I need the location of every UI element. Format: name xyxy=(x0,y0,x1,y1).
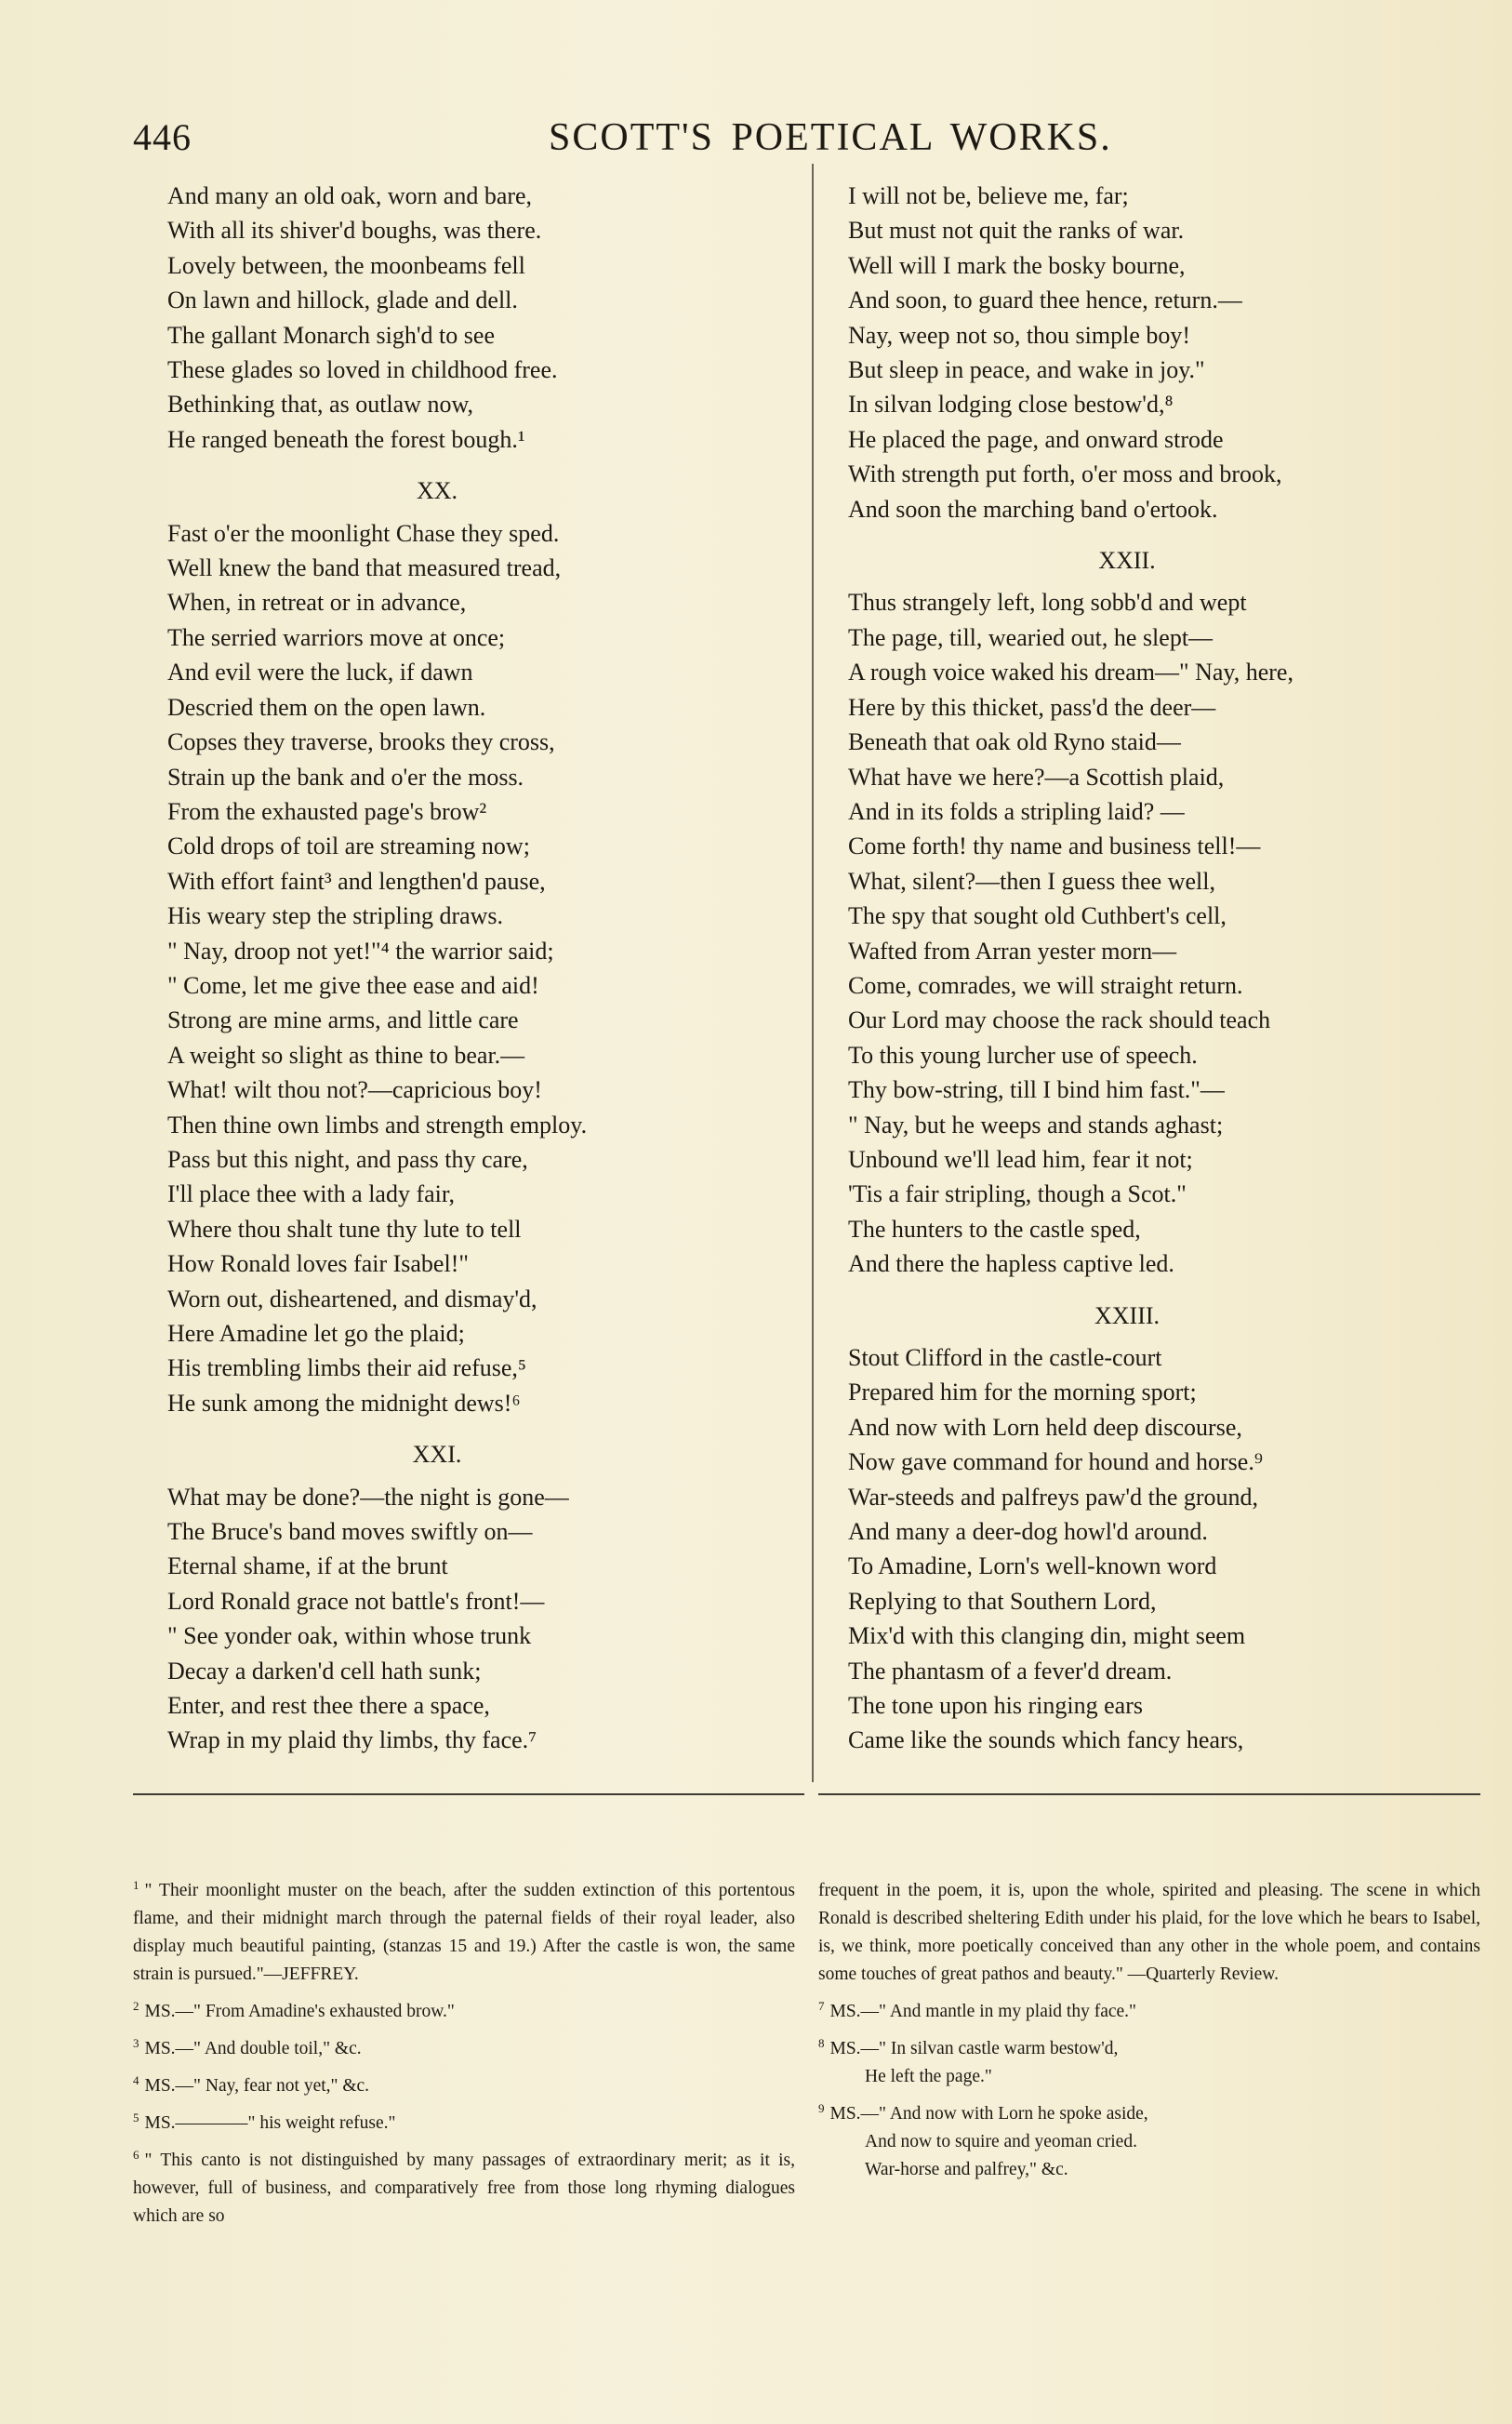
footnotes-right xyxy=(818,1877,1480,2193)
verse-line: Bethinking that, as outlaw now, xyxy=(167,391,474,419)
verse-line: What have we here?—a Scottish plaid, xyxy=(848,763,1225,791)
verse-line: The phantasm of a fever'd dream. xyxy=(848,1657,1173,1685)
verse-line: Descried them on the open lawn. xyxy=(167,693,486,721)
column-divider xyxy=(812,164,814,1782)
running-head: SCOTT'S POETICAL WORKS. xyxy=(549,116,1112,159)
verse-line: With strength put forth, o'er moss and brook, xyxy=(848,460,1282,488)
verse-line: Prepared him for the morning sport; xyxy=(848,1378,1197,1406)
verse-line: But must not quit the ranks of war. xyxy=(848,217,1185,245)
verse-line: To this young lurcher use of speech. xyxy=(848,1041,1198,1069)
verse-line: To Amadine, Lorn's well-known word xyxy=(848,1552,1217,1580)
verse-line: In silvan lodging close bestow'd,⁸ xyxy=(848,391,1174,419)
verse-line: Came like the sounds which fancy hears, xyxy=(848,1726,1244,1754)
footnote-rule-right xyxy=(818,1793,1480,1795)
footnote xyxy=(818,1877,1480,1989)
left-column xyxy=(167,179,800,1758)
verse-line: Well will I mark the bosky bourne, xyxy=(848,251,1186,279)
verse-line: " Come, let me give thee ease and aid! xyxy=(167,971,539,999)
verse-line: And in its folds a stripling laid? — xyxy=(848,797,1185,825)
verse-line: And soon the marching band o'ertook. xyxy=(848,495,1218,523)
verse-line: The page, till, wearied out, he slept— xyxy=(848,623,1214,651)
verse-line: Nay, weep not so, thou simple boy! xyxy=(848,321,1191,349)
verse-line: " Nay, but he weeps and stands aghast; xyxy=(848,1111,1224,1139)
footnote-text: MS.—" And mantle in my plaid thy face." xyxy=(829,2002,1137,2021)
verse-line: On lawn and hillock, glade and dell. xyxy=(167,286,518,314)
verse-line: Lovely between, the moonbeams fell xyxy=(167,251,525,279)
footnote-continuation: War-horse and palfrey," &c. xyxy=(865,2160,1068,2179)
footnote-text: " This canto is not distinguished by many passages of extraordinary merit; as it is, however, full of business, and comparatively free from those long rhyming dialogues which are so xyxy=(133,2151,795,2226)
verse-block-stanza-xx xyxy=(167,516,800,1421)
verse-line: He sunk among the midnight dews!⁶ xyxy=(167,1389,521,1417)
footnote xyxy=(818,2100,1480,2184)
footnote-text: MS.————" his weight refuse." xyxy=(144,2113,396,2133)
footnote-continuation: He left the page." xyxy=(865,2067,992,2086)
verse-line: With effort faint³ and lengthen'd pause, xyxy=(167,867,546,895)
footnote-number: 3 xyxy=(133,2035,139,2050)
footnote-text: MS.—" And double toil," &c. xyxy=(144,2039,362,2058)
verse-line: Stout Clifford in the castle-court xyxy=(848,1344,1162,1371)
footnote-number: 2 xyxy=(133,1998,139,2013)
verse-line: Thy bow-string, till I bind him fast."— xyxy=(848,1076,1225,1104)
verse-line: Wrap in my plaid thy limbs, thy face.⁷ xyxy=(167,1726,537,1754)
footnote xyxy=(133,2147,795,2231)
verse-line: The hunters to the castle sped, xyxy=(848,1215,1141,1243)
verse-line: Eternal shame, if at the brunt xyxy=(167,1552,448,1580)
verse-line: Fast o'er the moonlight Chase they sped. xyxy=(167,519,560,547)
verse-line: Where thou shalt tune thy lute to tell xyxy=(167,1215,522,1243)
verse-line: And there the hapless captive led. xyxy=(848,1250,1174,1278)
verse-line: Cold drops of toil are streaming now; xyxy=(167,832,530,860)
page-number: 446 xyxy=(133,116,192,158)
verse-line: Replying to that Southern Lord, xyxy=(848,1587,1157,1615)
verse-line: These glades so loved in childhood free. xyxy=(167,356,558,384)
verse-line: I will not be, believe me, far; xyxy=(848,182,1129,209)
stanza-heading-xxiii: XXIII. xyxy=(1094,1301,1161,1329)
verse-line: The spy that sought old Cuthbert's cell, xyxy=(848,902,1227,930)
verse-line: And many an old oak, worn and bare, xyxy=(167,182,533,209)
verse-line: What, silent?—then I guess thee well, xyxy=(848,867,1215,895)
verse-line: He placed the page, and onward strode xyxy=(848,425,1224,453)
verse-line: Unbound we'll lead him, fear it not; xyxy=(848,1145,1193,1173)
verse-line: And many a deer-dog howl'd around. xyxy=(848,1518,1208,1546)
footnote-number: 8 xyxy=(818,2035,825,2050)
verse-line: Pass but this night, and pass thy care, xyxy=(167,1145,528,1173)
footnote-text: MS.—" Nay, fear not yet," &c. xyxy=(144,2076,370,2096)
verse-line: And soon, to guard thee hence, return.— xyxy=(848,286,1242,314)
verse-line: From the exhausted page's brow² xyxy=(167,797,487,825)
footnote-number: 5 xyxy=(133,2110,139,2124)
footnote xyxy=(818,1998,1480,2026)
verse-line: When, in retreat or in advance, xyxy=(167,589,467,617)
verse-line: The gallant Monarch sigh'd to see xyxy=(167,321,495,349)
verse-line: Strain up the bank and o'er the moss. xyxy=(167,763,524,791)
verse-block-stanza-xxi xyxy=(167,1480,800,1758)
right-column xyxy=(848,179,1480,1758)
verse-line: War-steeds and palfreys paw'd the ground, xyxy=(848,1483,1259,1511)
verse-line: A weight so slight as thine to bear.— xyxy=(167,1041,525,1069)
footnote xyxy=(133,1998,795,2026)
footnote xyxy=(133,1877,795,1989)
verse-line: Then thine own limbs and strength employ. xyxy=(167,1111,588,1139)
verse-line: But sleep in peace, and wake in joy." xyxy=(848,356,1205,384)
verse-line: The Bruce's band moves swiftly on— xyxy=(167,1518,533,1546)
verse-line: His trembling limbs their aid refuse,⁵ xyxy=(167,1354,526,1382)
verse-line: Copses they traverse, brooks they cross, xyxy=(167,728,555,756)
footnote xyxy=(133,2110,795,2138)
stanza-heading-xx: XX. xyxy=(416,477,458,505)
verse-line: 'Tis a fair stripling, though a Scot." xyxy=(848,1180,1187,1208)
verse-line: Now gave command for hound and horse.⁹ xyxy=(848,1448,1263,1476)
verse-line: Worn out, disheartened, and dismay'd, xyxy=(167,1285,537,1312)
verse-line: Thus strangely left, long sobb'd and wept xyxy=(848,589,1247,617)
stanza-heading-xxii: XXII. xyxy=(1098,547,1156,575)
verse-block-opening-left xyxy=(167,179,800,457)
verse-line: With all its shiver'd boughs, was there. xyxy=(167,217,542,245)
verse-line: And now with Lorn held deep discourse, xyxy=(848,1413,1242,1441)
footnote-number: 4 xyxy=(133,2072,139,2087)
verse-line: " Nay, droop not yet!"⁴ the warrior said; xyxy=(167,937,554,965)
verse-block-stanza-xxiii xyxy=(848,1340,1480,1758)
footnote xyxy=(133,2072,795,2100)
verse-line: What may be done?—the night is gone— xyxy=(167,1483,569,1511)
verse-line: What! wilt thou not?—capricious boy! xyxy=(167,1076,542,1104)
verse-line: " See yonder oak, within whose trunk xyxy=(167,1622,532,1650)
verse-line: His weary step the stripling draws. xyxy=(167,902,504,930)
verse-line: How Ronald loves fair Isabel!" xyxy=(167,1250,469,1278)
verse-line: The serried warriors move at once; xyxy=(167,623,506,651)
verse-line: And evil were the luck, if dawn xyxy=(167,659,473,686)
verse-line: Come, comrades, we will straight return. xyxy=(848,971,1243,999)
footnote-number: 7 xyxy=(818,1998,825,2013)
verse-line: I'll place thee with a lady fair, xyxy=(167,1180,456,1208)
footnote xyxy=(818,2035,1480,2091)
verse-line: Enter, and rest thee there a space, xyxy=(167,1692,490,1720)
verse-block-stanza-xxii xyxy=(848,585,1480,1281)
verse-line: Lord Ronald grace not battle's front!— xyxy=(167,1587,545,1615)
footnote-text: frequent in the poem, it is, upon the whole, spirited and pleasing. The scene in which Ronald is described sheltering Edith under his plaid, for the love which he bears to Isabel, is, we think, more poetically conceived than any other in the whole poem, and contains some touches of great pathos and beauty." —Quarterly Review. xyxy=(818,1881,1480,1984)
verse-line: The tone upon his ringing ears xyxy=(848,1692,1143,1720)
verse-line: Here Amadine let go the plaid; xyxy=(167,1320,465,1347)
footnote-text: MS.—" From Amadine's exhausted brow." xyxy=(144,2002,455,2021)
stanza-heading-xxi: XXI. xyxy=(412,1441,462,1469)
verse-line: Our Lord may choose the rack should teach xyxy=(848,1006,1271,1034)
verse-line: Decay a darken'd cell hath sunk; xyxy=(167,1657,482,1685)
footnote-continuation: And now to squire and yeoman cried. xyxy=(865,2132,1137,2151)
verse-line: Come forth! thy name and business tell!— xyxy=(848,832,1261,860)
verse-line: Beneath that oak old Ryno staid— xyxy=(848,728,1181,756)
footnote-text: MS.—" In silvan castle warm bestow'd, xyxy=(829,2039,1119,2058)
footnote xyxy=(133,2035,795,2063)
verse-line: Here by this thicket, pass'd the deer— xyxy=(848,693,1216,721)
verse-block-opening-right xyxy=(848,179,1480,526)
footnote-number: 6 xyxy=(133,2147,139,2162)
footnote-number: 1 xyxy=(133,1877,139,1892)
verse-line: Well knew the band that measured tread, xyxy=(167,554,562,582)
footnote-number: 9 xyxy=(818,2100,825,2115)
verse-line: Wafted from Arran yester morn— xyxy=(848,937,1177,965)
verse-line: A rough voice waked his dream—" Nay, here, xyxy=(848,659,1293,686)
verse-line: Mix'd with this clanging din, might seem xyxy=(848,1622,1246,1650)
footnote-text: " Their moonlight muster on the beach, after the sudden extinction of this portentous flame, and their midnight march through the paternal fields of their royal leader, also display much beautiful painting, (stanzas 15 and 19.) After the castle is won, the same strain is pursued."—JEFFREY. xyxy=(133,1881,795,1984)
verse-line: He ranged beneath the forest bough.¹ xyxy=(167,425,525,453)
footnotes-left xyxy=(133,1877,795,2240)
footnote-rule-left xyxy=(133,1793,804,1795)
verse-line: Strong are mine arms, and little care xyxy=(167,1006,519,1034)
footnote-text: MS.—" And now with Lorn he spoke aside, xyxy=(829,2104,1148,2124)
